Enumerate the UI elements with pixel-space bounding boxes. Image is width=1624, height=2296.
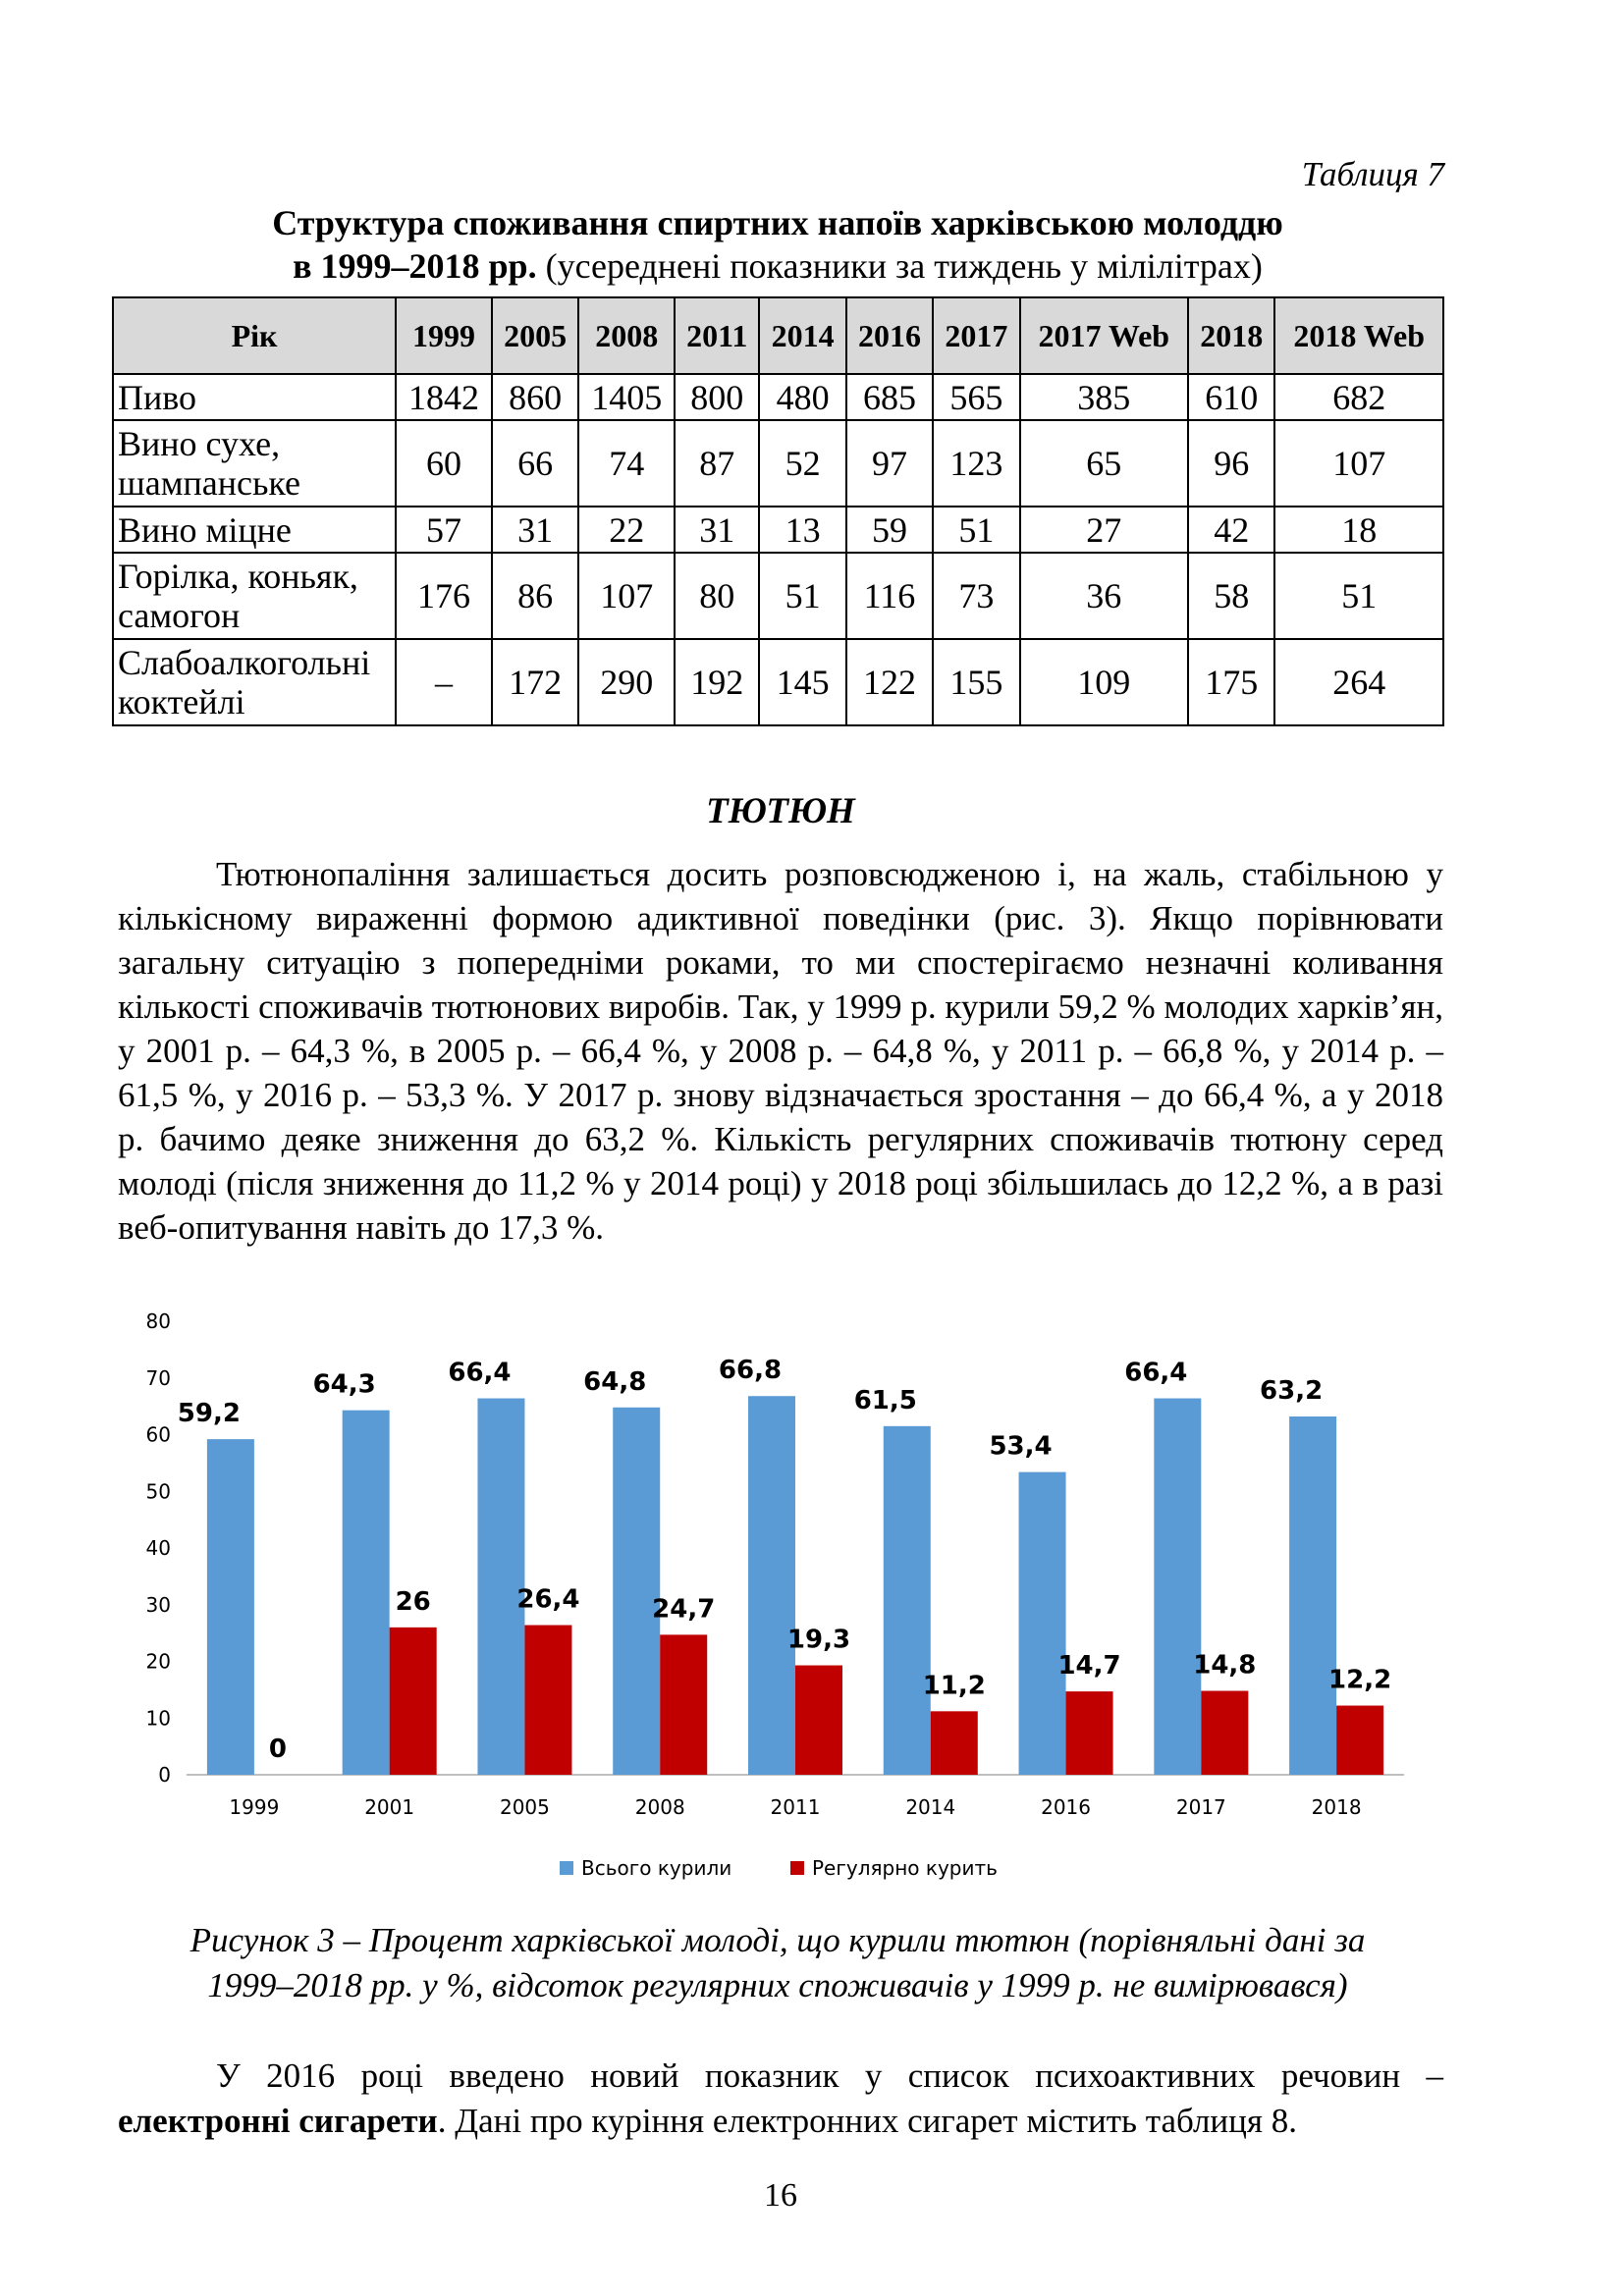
alcohol-table [112, 296, 1444, 726]
table-cell: 116 [846, 553, 933, 639]
bar-total [1019, 1472, 1066, 1775]
paragraph-text: У 2016 році введено новий показник у список психоактивних речовин – [216, 2056, 1443, 2095]
table-cell: 290 [578, 639, 675, 725]
table-cell: 123 [933, 420, 1019, 507]
table-cell: 80 [675, 553, 759, 639]
table-cell: 145 [759, 639, 845, 725]
table-cell: 610 [1188, 374, 1274, 420]
y-tick-label: 20 [145, 1649, 171, 1674]
table-cell: 52 [759, 420, 845, 507]
table-cell: 58 [1188, 553, 1274, 639]
table-cell: 60 [396, 420, 492, 507]
row-label: Вино міцне [113, 507, 396, 553]
bar-regular [524, 1626, 571, 1775]
y-tick-label: 30 [145, 1592, 171, 1617]
x-tick-label: 2008 [634, 1795, 685, 1819]
bar-regular [1066, 1691, 1113, 1775]
data-label: 61,5 [853, 1385, 917, 1415]
legend-entry: Регулярно курить [812, 1856, 998, 1880]
table-cell: 57 [396, 507, 492, 553]
row-label: Слабоалкогольні коктейлі [113, 639, 396, 725]
bar-total [748, 1396, 795, 1775]
row-label: Пиво [113, 374, 396, 420]
x-tick-label: 2001 [364, 1795, 415, 1819]
table-cell: 122 [846, 639, 933, 725]
table-cell: 51 [1274, 553, 1443, 639]
bar-total [207, 1439, 254, 1775]
table-cell: 176 [396, 553, 492, 639]
table-cell: 685 [846, 374, 933, 420]
paragraph-bold-term: електронні сигарети [118, 2102, 438, 2140]
table-cell: 73 [933, 553, 1019, 639]
y-tick-label: 80 [145, 1309, 171, 1333]
table-cell: 107 [1274, 420, 1443, 507]
table-cell: 86 [492, 553, 578, 639]
data-label: 53,4 [989, 1431, 1053, 1462]
x-tick-label: 1999 [229, 1795, 280, 1819]
table-cell: 565 [933, 374, 1019, 420]
x-tick-label: 2016 [1041, 1795, 1092, 1819]
table-cell: 66 [492, 420, 578, 507]
header-cell: 1999 [396, 297, 492, 374]
header-cell: 2014 [759, 297, 845, 374]
table-cell: 682 [1274, 374, 1443, 420]
table-row [113, 507, 1443, 553]
header-cell: 2016 [846, 297, 933, 374]
data-label: 66,8 [718, 1356, 783, 1386]
caption-line: Рисунок 3 – Процент харківської молоді, що курили тютюн (порівняльні дані за [189, 1921, 1366, 1959]
section-title: ТЮТЮН [706, 791, 855, 831]
table-title-years: в 1999–2018 рр. [293, 246, 537, 286]
table-cell: 31 [492, 507, 578, 553]
table-cell: 800 [675, 374, 759, 420]
data-label: 24,7 [652, 1594, 716, 1625]
data-label: 19,3 [786, 1625, 851, 1655]
bar-total [1154, 1399, 1201, 1775]
table-cell: 31 [675, 507, 759, 553]
data-label: 64,3 [312, 1369, 376, 1400]
y-tick-label: 50 [145, 1479, 171, 1504]
x-tick-label: 2011 [770, 1795, 821, 1819]
data-label: 0 [268, 1735, 287, 1764]
row-label: Горілка, коньяк, самогон [113, 553, 396, 639]
table-row [113, 374, 1443, 420]
y-tick-label: 0 [158, 1763, 171, 1787]
header-cell: Рік [113, 297, 396, 374]
data-label: 66,4 [1124, 1358, 1188, 1388]
table-cell: 27 [1020, 507, 1189, 553]
table-cell: 87 [675, 420, 759, 507]
x-tick-label: 2005 [499, 1795, 550, 1819]
data-label: 26 [395, 1586, 431, 1617]
paragraph: Тютюнопаління залишається досить розповсюдженою і, на жаль, стабільною у кількісному вираженні формою адиктивної поведінки (рис. 3). Якщо порівнювати загальну ситуацію з попередніми роками, то ми спостерігаємо незначні коливання кількості споживачів тютюнових виробів. Так, у 1999 р. курили 59,2 % молодих харків’ян, у 2001 р. – 64,3 %, в 2005 р. – 66,4 %, у 2008 р. – 64,8 %, у 2011 р. – 66,8 %, у 2014 р. – 61,5 %, у 2016 р. – 53,3 %. У 2017 р. знову відзначається зростання – до 66,4 %, а у 2018 р. бачимо деяке зниження до 63,2 %. Кількість регулярних споживачів тютюну серед молоді (після зниження до 11,2 % у 2014 році) у 2018 році збільшилась до 12,2 %, а в разі веб-опитування навіть до 17,3 %. [118, 855, 1443, 1247]
table-cell: 59 [846, 507, 933, 553]
table-cell: 109 [1020, 639, 1189, 725]
table-title-line1: Структура споживання спиртних напоїв харківською молоддю [272, 203, 1283, 242]
data-label: 64,8 [583, 1366, 647, 1397]
header-cell: 2011 [675, 297, 759, 374]
table-cell: 1405 [578, 374, 675, 420]
table-cell: 22 [578, 507, 675, 553]
table-row [113, 553, 1443, 639]
header-cell: 2018 Web [1274, 297, 1443, 374]
table-cell: 36 [1020, 553, 1189, 639]
table-cell: 107 [578, 553, 675, 639]
paragraph-text: . Дані про куріння електронних сигарет містить таблиця 8. [437, 2102, 1297, 2140]
data-label: 14,7 [1057, 1651, 1121, 1682]
x-tick-label: 2018 [1311, 1795, 1362, 1819]
y-tick-label: 60 [145, 1422, 171, 1447]
page-number: 16 [764, 2177, 797, 2214]
table-cell: 1842 [396, 374, 492, 420]
table-cell: 51 [759, 553, 845, 639]
legend-swatch [790, 1861, 804, 1875]
x-tick-label: 2014 [905, 1795, 956, 1819]
table-cell: 264 [1274, 639, 1443, 725]
bar-total [884, 1426, 931, 1775]
bar-total [1289, 1416, 1336, 1775]
header-cell: 2017 [933, 297, 1019, 374]
table-cell: 860 [492, 374, 578, 420]
y-tick-label: 10 [145, 1706, 171, 1731]
header-cell: 2008 [578, 297, 675, 374]
table-cell: 172 [492, 639, 578, 725]
bar-regular [390, 1628, 437, 1775]
table-label: Таблиця 7 [1301, 155, 1444, 193]
table-title-note: (усереднені показники за тиждень у мілілітрах) [536, 246, 1263, 286]
data-label: 26,4 [516, 1584, 580, 1615]
table-cell: 74 [578, 420, 675, 507]
table-cell: 97 [846, 420, 933, 507]
data-label: 11,2 [922, 1671, 986, 1701]
bar-regular [1201, 1691, 1248, 1775]
table-cell: – [396, 639, 492, 725]
table-row [113, 639, 1443, 725]
y-tick-label: 70 [145, 1365, 171, 1390]
bar-regular [931, 1711, 978, 1775]
caption-line: 1999–2018 рр. у %, відсоток регулярних споживачів у 1999 р. не вимірювався) [207, 1966, 1348, 2004]
table-cell: 13 [759, 507, 845, 553]
table-row [113, 420, 1443, 507]
table-cell: 42 [1188, 507, 1274, 553]
bar-regular [660, 1634, 707, 1775]
data-label: 63,2 [1260, 1376, 1324, 1407]
x-tick-label: 2017 [1175, 1795, 1226, 1819]
data-label: 59,2 [177, 1399, 241, 1429]
table-header-row [113, 297, 1443, 374]
bar-regular [795, 1666, 842, 1775]
legend-entry: Всього курили [581, 1856, 732, 1880]
table-title [112, 201, 1443, 288]
paragraph [118, 2054, 1443, 2144]
data-label: 12,2 [1328, 1665, 1392, 1695]
y-tick-label: 40 [145, 1536, 171, 1560]
table-cell: 96 [1188, 420, 1274, 507]
table-cell: 155 [933, 639, 1019, 725]
header-cell: 2017 Web [1020, 297, 1189, 374]
figure-caption [112, 1918, 1443, 2008]
bar-regular [1336, 1706, 1383, 1775]
data-label: 66,4 [448, 1358, 512, 1388]
table-cell: 480 [759, 374, 845, 420]
header-cell: 2018 [1188, 297, 1274, 374]
table-cell: 51 [933, 507, 1019, 553]
legend-swatch [560, 1861, 573, 1875]
data-label: 14,8 [1193, 1650, 1257, 1681]
row-label: Вино сухе, шампанське [113, 420, 396, 507]
table-cell: 175 [1188, 639, 1274, 725]
table-cell: 65 [1020, 420, 1189, 507]
smoking-bar-chart [118, 1306, 1424, 1904]
table-cell: 18 [1274, 507, 1443, 553]
bar-total [343, 1411, 390, 1775]
bar-total [613, 1408, 660, 1775]
header-cell: 2005 [492, 297, 578, 374]
table-cell: 385 [1020, 374, 1189, 420]
table-cell: 192 [675, 639, 759, 725]
